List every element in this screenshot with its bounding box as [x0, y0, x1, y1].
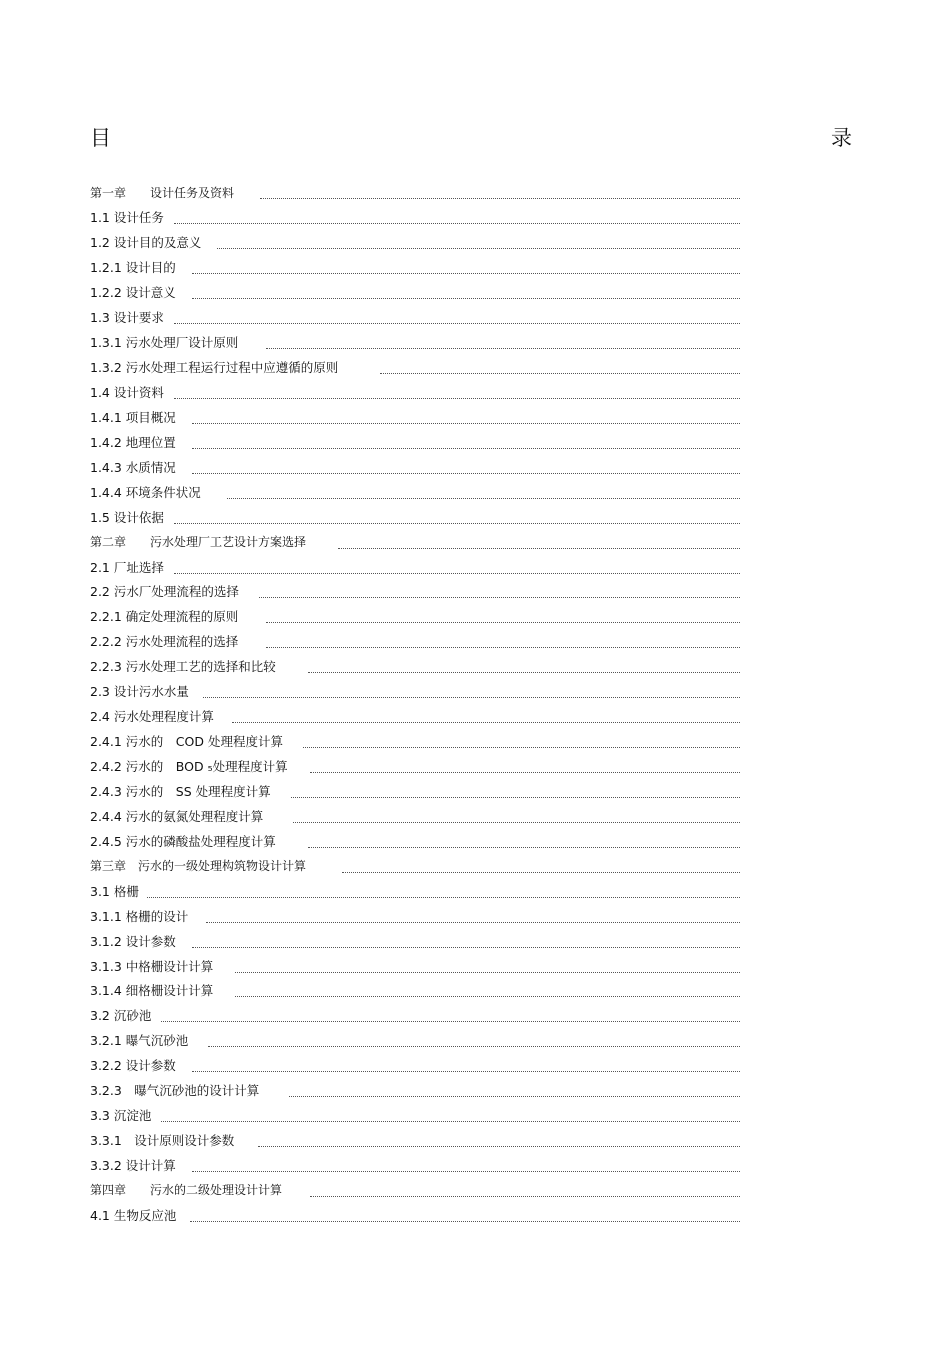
- toc-entry-label: 1.3.1 污水处理厂设计原则: [90, 335, 239, 351]
- toc-entry[interactable]: [90, 803, 740, 828]
- toc-leader-dots: [174, 222, 740, 224]
- toc-leader-dots: [266, 646, 740, 648]
- toc-entry[interactable]: [90, 604, 740, 629]
- toc-entry-label: 第三章 污水的一级处理构筑物设计计算: [90, 859, 307, 874]
- toc-leader-dots: [260, 197, 740, 199]
- toc-chapter-entry[interactable]: [90, 180, 740, 205]
- toc-title-left: 目: [90, 126, 111, 150]
- toc-leader-dots: [147, 896, 740, 898]
- toc-entry-label: 3.2.2 设计参数: [90, 1058, 176, 1074]
- toc-entry[interactable]: [90, 454, 740, 479]
- toc-entry-label: 2.4 污水处理程度计算: [90, 709, 214, 725]
- toc-entry[interactable]: [90, 729, 740, 754]
- toc-leader-dots: [192, 422, 740, 424]
- toc-entry-label: 2.4.3 污水的 SS 处理程度计算: [90, 783, 271, 799]
- toc-entry[interactable]: [90, 230, 740, 255]
- toc-entry-label: 3.3 沉淀池: [90, 1108, 152, 1124]
- toc-entry-label: 2.1 厂址选择: [90, 559, 164, 575]
- toc-entry-label: 第二章 污水处理厂工艺设计方案选择: [90, 535, 307, 550]
- toc-entry-label: 3.1.3 中格栅设计计算: [90, 958, 214, 974]
- toc-leader-dots: [192, 946, 740, 948]
- toc-entry-label: 2.4.5 污水的磷酸盐处理程度计算: [90, 833, 276, 849]
- toc-leader-dots: [192, 1070, 740, 1072]
- toc-leader-dots: [308, 671, 740, 673]
- toc-leader-dots: [310, 1195, 740, 1197]
- toc-leader-dots: [259, 596, 740, 598]
- toc-entry-label: 2.4.4 污水的氨氮处理程度计算: [90, 808, 264, 824]
- toc-leader-dots: [342, 871, 740, 873]
- toc-chapter-entry[interactable]: [90, 853, 740, 878]
- toc-entry-label: 2.2.3 污水处理工艺的选择和比较: [90, 659, 276, 675]
- toc-entry-label: 2.2.2 污水处理流程的选择: [90, 634, 239, 650]
- toc-entry[interactable]: [90, 554, 740, 579]
- toc-entry-label: 1.5 设计依据: [90, 509, 164, 525]
- toc-entry[interactable]: [90, 878, 740, 903]
- toc-entry-label: 1.3.2 污水处理工程运行过程中应遵循的原则: [90, 360, 339, 376]
- toc-entry-label: 4.1 生物反应池: [90, 1207, 177, 1223]
- toc-leader-dots: [206, 921, 740, 923]
- toc-entry-label: 1.4 设计资料: [90, 384, 164, 400]
- toc-leader-dots: [190, 1220, 740, 1222]
- toc-entry[interactable]: [90, 255, 740, 280]
- toc-entry[interactable]: [90, 280, 740, 305]
- toc-leader-dots: [235, 971, 740, 973]
- toc-leader-dots: [192, 1170, 740, 1172]
- toc-entry-label: 第一章 设计任务及资料: [90, 185, 235, 200]
- toc-entry[interactable]: [90, 1078, 740, 1103]
- toc-leader-dots: [174, 322, 740, 324]
- toc-entry[interactable]: [90, 704, 740, 729]
- toc-entry-label: 1.4.2 地理位置: [90, 434, 176, 450]
- toc-entry[interactable]: [90, 1028, 740, 1053]
- toc-leader-dots: [161, 1120, 740, 1122]
- toc-leader-dots: [235, 995, 740, 997]
- toc-entry-label: 3.2.1 曝气沉砂池: [90, 1033, 189, 1049]
- toc-leader-dots: [232, 721, 740, 723]
- toc-entry[interactable]: [90, 1053, 740, 1078]
- toc-entry[interactable]: [90, 429, 740, 454]
- toc-entry-label: 3.3.2 设计计算: [90, 1158, 176, 1174]
- toc-leader-dots: [310, 771, 740, 773]
- toc-entry[interactable]: [90, 355, 740, 380]
- toc-entry-label: 3.1.2 设计参数: [90, 933, 176, 949]
- toc-entry-label: 1.2 设计目的及意义: [90, 235, 202, 251]
- toc-leader-dots: [161, 1020, 740, 1022]
- toc-entry-label: 3.2.3 曝气沉砂池的设计计算: [90, 1083, 260, 1099]
- toc-entry[interactable]: [90, 1003, 740, 1028]
- toc-chapter-entry[interactable]: [90, 1178, 740, 1203]
- toc-entry-label: 3.1.1 格栅的设计: [90, 908, 189, 924]
- toc-entry-label: 1.4.4 环境条件状况: [90, 484, 201, 500]
- toc-leader-dots: [208, 1045, 740, 1047]
- toc-entry[interactable]: [90, 903, 740, 928]
- toc-leader-dots: [174, 397, 740, 399]
- toc-entry[interactable]: [90, 579, 740, 604]
- toc-entry-label: 2.4.2 污水的 BOD ₅处理程度计算: [90, 759, 288, 775]
- toc-entry[interactable]: [90, 654, 740, 679]
- toc-entry-label: 1.1 设计任务: [90, 210, 164, 226]
- toc-entry-label: 3.1.4 细格栅设计计算: [90, 983, 214, 999]
- toc-entry-label: 1.4.3 水质情况: [90, 459, 176, 475]
- toc-leader-dots: [266, 621, 740, 623]
- toc-entry[interactable]: [90, 928, 740, 953]
- toc-entry[interactable]: [90, 978, 740, 1003]
- toc-entry-label: 3.2 沉砂池: [90, 1008, 152, 1024]
- toc-entry[interactable]: [90, 479, 740, 504]
- toc-entry[interactable]: [90, 404, 740, 429]
- toc-entry-label: 2.2.1 确定处理流程的原则: [90, 609, 239, 625]
- toc-leader-dots: [192, 447, 740, 449]
- toc-entry[interactable]: [90, 754, 740, 779]
- toc-entry[interactable]: [90, 1153, 740, 1178]
- toc-entry-label: 2.4.1 污水的 COD 处理程度计算: [90, 734, 283, 750]
- toc-entry[interactable]: [90, 330, 740, 355]
- toc-leader-dots: [293, 821, 740, 823]
- toc-entry-label: 2.2 污水厂处理流程的选择: [90, 584, 239, 600]
- toc-entry-label: 1.2.1 设计目的: [90, 260, 176, 276]
- toc-leader-dots: [308, 846, 740, 848]
- toc-leader-dots: [380, 372, 740, 374]
- toc-leader-dots: [217, 247, 740, 249]
- toc-entry-label: 第四章 污水的二级处理设计计算: [90, 1183, 283, 1198]
- toc-title: [90, 122, 852, 152]
- toc-leader-dots: [303, 746, 740, 748]
- toc-entry-label: 2.3 设计污水水量: [90, 684, 189, 700]
- toc-leader-dots: [174, 572, 740, 574]
- toc-entry[interactable]: [90, 1202, 740, 1227]
- toc-entry[interactable]: [90, 779, 740, 804]
- toc-leader-dots: [203, 696, 740, 698]
- toc-leader-dots: [289, 1095, 740, 1097]
- toc-chapter-entry[interactable]: [90, 529, 740, 554]
- toc-leader-dots: [192, 472, 740, 474]
- toc-entry[interactable]: [90, 679, 740, 704]
- toc-entry[interactable]: [90, 629, 740, 654]
- toc-leader-dots: [291, 796, 740, 798]
- toc-entry-label: 3.3.1 设计原则设计参数: [90, 1133, 235, 1149]
- toc-entry[interactable]: [90, 1103, 740, 1128]
- toc-leader-dots: [227, 497, 740, 499]
- toc-leader-dots: [192, 297, 740, 299]
- toc-title-right: 录: [831, 126, 852, 150]
- toc-leader-dots: [192, 272, 740, 274]
- toc-leader-dots: [258, 1145, 740, 1147]
- toc-entry-label: 1.3 设计要求: [90, 310, 164, 326]
- toc-entry-label: 3.1 格栅: [90, 883, 139, 899]
- toc-entry[interactable]: [90, 205, 740, 230]
- toc-entry[interactable]: [90, 1128, 740, 1153]
- toc-leader-dots: [338, 547, 740, 549]
- toc-entry[interactable]: [90, 380, 740, 405]
- toc-leader-dots: [174, 522, 740, 524]
- toc-entry[interactable]: [90, 305, 740, 330]
- toc-leader-dots: [266, 347, 740, 349]
- table-of-contents: [90, 180, 740, 1227]
- toc-entry[interactable]: [90, 828, 740, 853]
- toc-entry-label: 1.4.1 项目概况: [90, 409, 176, 425]
- toc-entry-label: 1.2.2 设计意义: [90, 285, 176, 301]
- toc-entry[interactable]: [90, 953, 740, 978]
- toc-entry[interactable]: [90, 504, 740, 529]
